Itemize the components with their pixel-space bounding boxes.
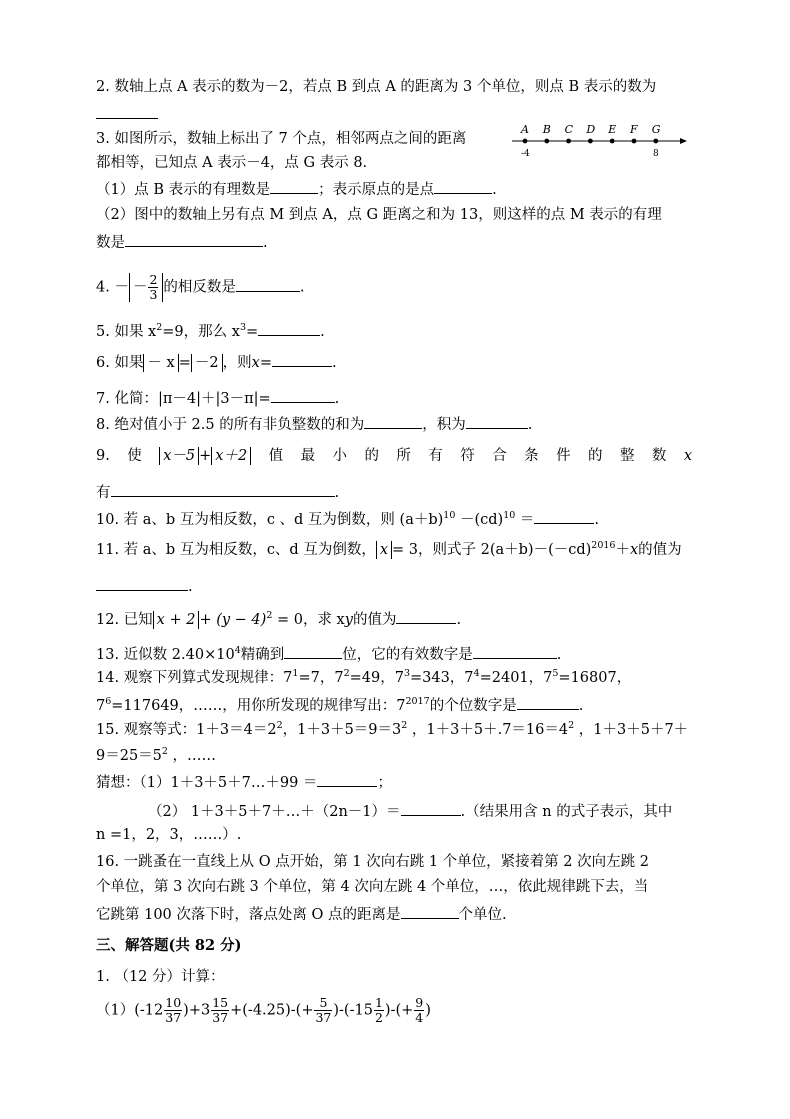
q15-blank-2[interactable] xyxy=(401,800,461,816)
number-line-label-f: F xyxy=(630,123,638,136)
q8-blank-product[interactable] xyxy=(466,413,528,429)
q16-blank[interactable] xyxy=(401,903,459,919)
section3-title: 三、解答题(共 82 分) xyxy=(96,937,242,954)
q6-line: 6. 如果 － x = －2 ，则x= . xyxy=(96,351,337,373)
number-line-arrow-icon xyxy=(680,138,687,144)
q5-blank[interactable] xyxy=(258,320,320,336)
q7-blank[interactable] xyxy=(271,387,335,403)
number-line-left-value: -4 xyxy=(521,149,530,159)
q12-blank[interactable] xyxy=(396,608,456,624)
q15-guess1: 猜想：（1）1＋3＋5＋7…＋99 ＝ ； xyxy=(96,771,392,793)
number-line-point-g xyxy=(653,139,658,144)
q16-line1: 16. 一跳蚤在一直线上从 O 点开始，第 1 次向右跳 1 个单位，紧接着第 2 次向左跳 2 xyxy=(96,854,649,870)
number-line-label-g: G xyxy=(651,123,661,136)
q2-line xyxy=(96,77,656,97)
q2-text: 2. 数轴上点 A 表示的数为－2，若点 B 到点 A 的距离为 3 个单位，则点 B 表示的数为 xyxy=(96,79,657,95)
q3-sub2-line2: 数是 . xyxy=(96,231,268,253)
q10-line: 10. 若 a、b 互为相反数，c 、d 互为倒数，则 $(a+b)^{10} -(cd)^{10}$ ＝ . xyxy=(96,510,600,528)
q6-abs2: －2 xyxy=(191,354,223,372)
q4-blank[interactable] xyxy=(236,276,300,292)
q6-abs1: － x xyxy=(143,354,178,372)
q5-line: 5. 如果 $x^2=9$，那么 $x^3=$ . xyxy=(96,322,325,340)
q13-blank-place[interactable] xyxy=(284,643,342,659)
number-line-point-a xyxy=(523,139,528,144)
number-line-point-d xyxy=(588,139,593,144)
number-line-label-e: E xyxy=(608,123,617,136)
q8-line: 8. 绝对值小于 2.5 的所有非负整数的和为 ，积为 . xyxy=(96,413,532,435)
number-line-label-a: A xyxy=(521,123,529,136)
q9-blank[interactable] xyxy=(111,481,335,497)
number-line-label-c: C xyxy=(564,123,574,136)
q15-guess2-end: n =1，2，3，……）. xyxy=(96,827,242,843)
q15-line1: 15. 观察等式：$1+3=4=2^2$，$1+3+5=9=3^2$ ，$1+3+5+.7=16=4^2$ ，1＋3＋5＋7＋ xyxy=(96,720,689,738)
q16-line2: 个单位，第 3 次向右跳 3 个单位，第 4 次向左跳 4 个单位，…，依此规律跳下去，当 xyxy=(96,879,649,895)
q13-blank-digits[interactable] xyxy=(473,643,557,659)
q13-line: 13. 近似数 $2.40\times 10^4$精确到 位，它的有效数字是 . xyxy=(96,645,562,663)
q11-answer-line: . xyxy=(96,575,193,597)
q2-answer-blank[interactable] xyxy=(96,103,158,119)
number-line-point-e xyxy=(610,139,615,144)
q3-number-line xyxy=(510,121,690,161)
q15-blank-1[interactable] xyxy=(317,771,377,787)
q9-line1: 9. 使 x－5 + x＋2 值 最 小 的 所 有 符 合 条 件 的 整 数 x xyxy=(96,448,692,464)
q16-line3: 它跳第 100 次落下时，落点处离 O 点的距离是 个单位. xyxy=(96,903,507,925)
q7-line: 7. 化简：|π－4|＋|3－π|= . xyxy=(96,387,339,409)
number-line-point-b xyxy=(544,139,549,144)
q3-line1: 3. 如图所示，数轴上标出了 7 个点，相邻两点之间的距离 xyxy=(96,131,467,147)
q15-guess2: （2） 1＋3＋5＋7＋…＋（2n－1）＝ .（结果用含 n 的式子表示，其中 xyxy=(148,800,672,822)
q6-blank[interactable] xyxy=(272,351,332,367)
q10-blank[interactable] xyxy=(534,508,594,524)
q3-sub2-line1: （2）图中的数轴上另有点 M 到点 A，点 G 距离之和为 13，则这样的点 M 表示的有理 xyxy=(96,207,662,223)
q4-abs: － $\frac{2}{3}$ xyxy=(129,273,163,302)
q3-sub1: （1）点 B 表示的有理数是 ；表示原点的是点 . xyxy=(96,178,497,200)
q3-blank-b[interactable] xyxy=(270,178,318,194)
q14-blank[interactable] xyxy=(517,694,579,710)
q3-blank-origin[interactable] xyxy=(434,178,492,194)
q2-answer-line xyxy=(96,103,158,125)
q14-line2: $7^6=117649$，……，用你所发现的规律写出：$7^{2017}$的个位数字是 . xyxy=(96,696,584,714)
q8-blank-sum[interactable] xyxy=(364,413,422,429)
p1-head: 1. （12 分）计算： xyxy=(96,969,225,985)
number-line-point-f xyxy=(632,139,637,144)
q3-blank-m[interactable] xyxy=(125,231,263,247)
q4-fraction: $\frac{2}{3}$ xyxy=(149,272,158,302)
q4-line: 4. － － $\frac{2}{3}$ 的相反数是 . xyxy=(96,272,305,302)
q11-line: 11. 若 a、b 互为相反数，c、d 互为倒数， x = 3，则式子 $2(a+b)-(-cd)^{2016}+x$的值为 xyxy=(96,540,682,558)
p1-expression: （1）(-12 $\frac{10}{37}$ )+3 $\frac{15}{37}$ +(-4.25)-(+ $\frac{5}{37}$ )-(-15 $\frac{1}{2}$ )-(+ $\frac{9}{4}$ ) xyxy=(96,995,431,1025)
q15-line2: $9=25=5^2$ ，…… xyxy=(96,746,217,764)
q14-line1: 14. 观察下列算式发现规律：$7^1=7$，$7^2=49$，$7^3=343$，$7^4=2401$，$7^5=16807$， xyxy=(96,668,632,686)
number-line-point-c xyxy=(566,139,571,144)
q12-line: 12. 已知 $x + 2 + (y - 4)^2 = 0$，求 xy的值为 . xyxy=(96,610,462,628)
number-line-label-d: D xyxy=(586,123,596,136)
number-line-right-value: 8 xyxy=(653,149,659,159)
number-line-label-b: B xyxy=(542,123,551,136)
q11-blank[interactable] xyxy=(96,575,188,591)
q3-line2: 都相等，已知点 A 表示－4，点 G 表示 8. xyxy=(96,155,368,171)
q9-line2: 有 . xyxy=(96,481,339,503)
